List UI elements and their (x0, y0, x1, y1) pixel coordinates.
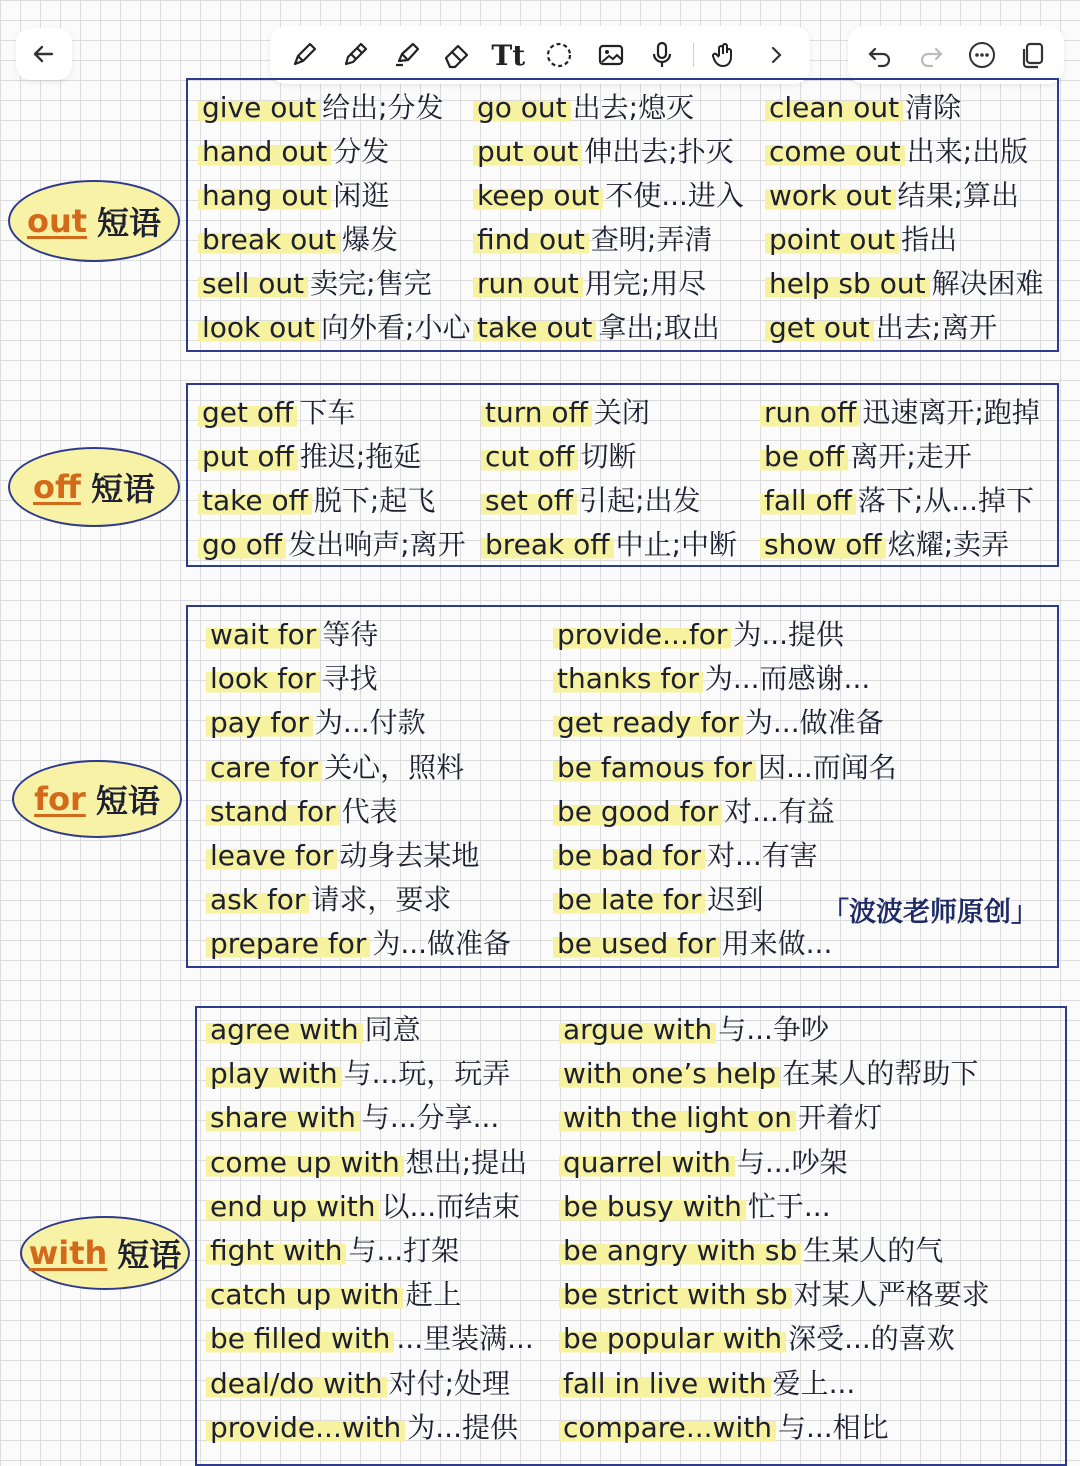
out-phrase (473, 178, 744, 214)
out-phrase (473, 90, 694, 126)
phrase-chinese: 等待 (322, 618, 379, 651)
phrase-english: compare...with (559, 1411, 776, 1444)
hand-icon (710, 40, 740, 70)
for-phrase (553, 661, 870, 697)
with-phrase (559, 1366, 855, 1402)
phrase-english: be famous for (553, 751, 756, 784)
for-phrase (553, 705, 884, 741)
phrase-chinese: 给出;分发 (322, 91, 444, 124)
off-phrases-box (186, 383, 1059, 567)
out-phrase (765, 266, 1044, 302)
phrase-chinese: 在某人的帮助下 (782, 1057, 979, 1091)
redo-button[interactable] (911, 35, 951, 75)
phrase-chinese: 迅速离开;跑掉 (862, 396, 1040, 429)
with-section-label (20, 1216, 190, 1290)
out-phrase (198, 310, 470, 346)
image-icon (596, 40, 626, 70)
out-phrase (473, 134, 734, 170)
for-phrase (206, 750, 464, 786)
phrase-english: go off (198, 528, 286, 561)
with-phrase (559, 1056, 978, 1092)
phrase-chinese: 动身去某地 (339, 839, 480, 872)
phrase-english: hand out (198, 135, 331, 168)
out-label-word: 短语 (97, 204, 162, 242)
phrase-english: with the light on (559, 1101, 796, 1134)
phrase-english: sell out (198, 267, 308, 300)
back-button[interactable] (16, 28, 72, 80)
phrase-chinese: 为...而感谢... (704, 662, 871, 696)
phrase-english: prepare for (206, 927, 370, 960)
off-phrase (481, 439, 636, 475)
phrase-english: come out (765, 135, 905, 168)
out-phrase (198, 178, 389, 214)
phrase-english: help sb out (765, 267, 930, 300)
out-phrase (765, 134, 1028, 170)
phrase-english: fall in live with (559, 1367, 771, 1400)
phrase-chinese: 不使...进入 (605, 179, 744, 212)
with-phrase (206, 1277, 461, 1313)
phrase-chinese: 与...打架 (348, 1234, 460, 1267)
out-phrase (473, 266, 706, 302)
off-phrase (198, 439, 421, 475)
phrase-chinese: 分发 (333, 135, 390, 168)
off-phrase (481, 483, 701, 519)
history-toolbar (848, 26, 1064, 84)
phrase-english: set off (481, 484, 577, 517)
with-phrase (559, 1321, 955, 1357)
for-phrase (206, 926, 511, 962)
with-phrase (559, 1233, 943, 1269)
phrase-english: be angry with sb (559, 1234, 801, 1267)
phrase-chinese: 中止;中断 (615, 528, 738, 561)
highlighter-icon (391, 40, 421, 70)
phrase-english: put off (198, 440, 298, 473)
phrase-english: clean out (765, 91, 903, 124)
off-section-label (8, 447, 180, 527)
for-phrase (553, 617, 844, 653)
for-phrase (553, 750, 897, 786)
off-phrase (198, 483, 435, 519)
phrase-english: care for (206, 751, 322, 784)
phrase-chinese: 寻找 (321, 662, 378, 696)
phrase-chinese: ...里装满... (396, 1322, 534, 1356)
with-phrase (206, 1012, 421, 1048)
for-phrase (553, 882, 763, 918)
more-tools-button[interactable] (756, 35, 796, 75)
phrase-chinese: 用来做... (721, 927, 833, 961)
phrase-chinese: 出去;熄灭 (572, 91, 695, 124)
out-phrase (198, 134, 389, 170)
phrase-chinese: 落下;从...掉下 (857, 484, 1035, 517)
phrase-english: quarrel with (559, 1146, 735, 1179)
phrase-english: take off (198, 484, 312, 517)
for-phrase (206, 617, 378, 653)
off-label-key: off (33, 468, 81, 506)
phrase-chinese: 闲逛 (333, 179, 390, 212)
phrase-chinese: 为...做准备 (744, 706, 884, 740)
phrase-chinese: 对某人严格要求 (793, 1278, 990, 1312)
off-phrase (760, 483, 1034, 519)
pencil-tool-button[interactable] (335, 35, 375, 75)
for-phrase (206, 705, 426, 741)
phrase-chinese: 想出;提出 (405, 1145, 528, 1179)
text-icon: Tt (491, 38, 526, 72)
phrase-english: hang out (198, 179, 331, 212)
phrase-english: be good for (553, 795, 722, 828)
with-phrase (559, 1145, 848, 1181)
phrase-english: point out (765, 223, 899, 256)
phrase-english: run out (473, 267, 583, 300)
with-phrase (206, 1145, 527, 1181)
phrase-english: be filled with (206, 1322, 394, 1355)
phrase-chinese: 为...提供 (407, 1410, 518, 1444)
off-phrase (760, 527, 1009, 563)
for-phrase (206, 661, 378, 697)
phrase-english: be off (760, 440, 848, 473)
with-phrase (206, 1366, 510, 1402)
with-phrase (559, 1012, 829, 1048)
phrase-chinese: 引起;出发 (579, 484, 701, 517)
phrase-chinese: 查明;弄清 (590, 223, 713, 256)
drawing-toolbar (270, 26, 810, 84)
undo-button[interactable] (860, 35, 900, 75)
mic-tool-button[interactable] (642, 35, 682, 75)
with-phrases-box (195, 1006, 1067, 1466)
phrase-chinese: 开着灯 (798, 1101, 883, 1135)
eraser-icon (442, 40, 472, 70)
with-phrase (559, 1189, 831, 1225)
phrase-english: wait for (206, 618, 320, 651)
phrase-chinese: 与...吵架 (736, 1145, 848, 1179)
text-tool-button[interactable] (488, 35, 528, 75)
for-phrase (206, 838, 479, 874)
off-phrase (760, 395, 1040, 431)
phrase-english: pay for (206, 706, 313, 739)
phrase-english: provide...with (206, 1411, 405, 1444)
phrase-english: with one’s help (559, 1057, 780, 1090)
with-phrase (206, 1100, 499, 1136)
phrase-chinese: 清除 (905, 91, 962, 124)
with-phrase (206, 1321, 534, 1357)
phrase-chinese: 迟到 (707, 883, 764, 917)
off-label-word: 短语 (90, 470, 155, 508)
phrase-english: be used for (553, 927, 720, 960)
phrase-chinese: 爆发 (342, 223, 399, 256)
phrase-english: look out (198, 311, 319, 344)
phrase-chinese: 卖完;售完 (310, 267, 432, 300)
phrase-english: play with (206, 1057, 342, 1090)
out-phrase (473, 310, 720, 346)
with-phrase (206, 1410, 518, 1446)
phrase-english: get ready for (553, 706, 743, 739)
phrase-chinese: 推迟;拖延 (299, 440, 422, 473)
phrase-chinese: 深受...的喜欢 (788, 1322, 955, 1356)
phrase-english: show off (760, 528, 886, 561)
off-phrase (481, 395, 650, 431)
phrase-english: agree with (206, 1013, 363, 1046)
pages-button[interactable] (1013, 35, 1053, 75)
phrase-english: catch up with (206, 1278, 403, 1311)
phrase-chinese: 伸出去;扑灭 (584, 135, 734, 168)
phrase-english: thanks for (553, 662, 703, 695)
author-credit: 「波波老师原创」 (822, 897, 1038, 928)
mic-icon (647, 40, 677, 70)
eraser-tool-button[interactable] (437, 35, 477, 75)
phrase-chinese: 拿出;取出 (598, 311, 720, 344)
phrase-chinese: 请求，要求 (311, 883, 452, 917)
phrase-english: break out (198, 223, 340, 256)
undo-icon (865, 40, 895, 70)
phrase-english: come up with (206, 1146, 404, 1179)
phrase-chinese: 赶上 (405, 1278, 462, 1312)
phrase-english: get off (198, 396, 297, 429)
phrase-english: end up with (206, 1190, 379, 1223)
phrase-chinese: 向外看;小心 (321, 311, 471, 344)
phrase-chinese: 与...分享... (361, 1101, 500, 1135)
phrase-chinese: 因...而闻名 (758, 750, 897, 784)
out-section-label (8, 180, 180, 262)
pages-icon (1018, 40, 1048, 70)
out-phrase (765, 222, 957, 258)
off-phrase (481, 527, 737, 563)
for-phrase (206, 882, 451, 918)
phrase-english: be bad for (553, 839, 705, 872)
with-label-key: with (28, 1234, 108, 1272)
phrase-chinese: 出来;出版 (906, 135, 1029, 168)
with-phrase (206, 1189, 520, 1225)
with-phrase (559, 1410, 889, 1446)
phrase-english: be strict with sb (559, 1278, 792, 1311)
with-phrase (559, 1277, 990, 1313)
out-phrase (198, 222, 398, 258)
phrase-chinese: 发出响声;离开 (288, 528, 466, 561)
out-phrase (198, 90, 444, 126)
hand-tool-button[interactable] (705, 35, 745, 75)
pencil-icon (340, 40, 370, 70)
phrase-english: go out (473, 91, 571, 124)
arrow-left-icon (30, 40, 58, 68)
off-phrase (760, 439, 972, 475)
phrase-chinese: 同意 (364, 1013, 421, 1046)
for-phrase (206, 794, 398, 830)
out-phrase (765, 310, 997, 346)
phrase-chinese: 出去;离开 (875, 311, 998, 344)
with-phrase (559, 1100, 882, 1136)
phrase-english: fall off (760, 484, 856, 517)
for-section-label (12, 760, 182, 838)
with-phrase (206, 1233, 459, 1269)
phrase-chinese: 离开;走开 (850, 440, 972, 473)
phrase-english: fight with (206, 1234, 346, 1267)
with-label-word: 短语 (117, 1236, 182, 1274)
for-phrase (553, 838, 818, 874)
phrase-chinese: 指出 (901, 223, 958, 256)
phrase-chinese: 与...争吵 (718, 1013, 829, 1046)
phrase-english: put out (473, 135, 582, 168)
phrase-english: run off (760, 396, 860, 429)
phrase-chinese: 关心，照料 (324, 750, 465, 784)
phrase-chinese: 下车 (299, 396, 356, 429)
for-phrase (553, 926, 832, 962)
out-phrase (473, 222, 712, 258)
pen-tool-button[interactable] (284, 35, 324, 75)
pen-icon (289, 40, 319, 70)
phrase-english: give out (198, 91, 320, 124)
for-label-word: 短语 (95, 782, 160, 820)
phrase-chinese: 炫耀;卖弄 (887, 528, 1010, 561)
phrase-english: leave for (206, 839, 337, 872)
off-phrase (198, 527, 466, 563)
toolbar-divider (693, 43, 694, 67)
phrase-chinese: 忙于... (747, 1189, 831, 1223)
out-phrase (198, 266, 432, 302)
phrase-chinese: 脱下;起飞 (313, 484, 436, 517)
phrase-english: ask for (206, 883, 309, 916)
chevron-right-icon (761, 40, 791, 70)
phrase-chinese: 爱上... (772, 1366, 856, 1400)
phrase-english: cut off (481, 440, 578, 473)
out-label-key: out (26, 202, 88, 240)
more-icon (967, 40, 997, 70)
phrase-chinese: 对...有害 (707, 839, 818, 872)
phrase-chinese: 以...而结束 (381, 1189, 521, 1223)
phrase-english: break off (481, 528, 614, 561)
phrase-chinese: 用完;用尽 (584, 267, 707, 300)
lasso-tool-button[interactable] (539, 35, 579, 75)
for-phrase (553, 794, 835, 830)
phrase-english: argue with (559, 1013, 716, 1046)
highlighter-tool-button[interactable] (386, 35, 426, 75)
phrase-chinese: 代表 (341, 794, 398, 828)
off-phrase (198, 395, 355, 431)
phrase-english: provide...for (553, 618, 731, 651)
phrase-english: deal/do with (206, 1367, 387, 1400)
out-phrase (765, 178, 1019, 214)
phrase-chinese: 为...提供 (733, 618, 845, 651)
image-tool-button[interactable] (591, 35, 631, 75)
redo-icon (916, 40, 946, 70)
out-phrase (765, 90, 961, 126)
phrase-chinese: 关闭 (593, 396, 650, 429)
phrase-english: stand for (206, 795, 340, 828)
phrase-chinese: 为...付款 (314, 706, 426, 740)
phrase-english: look for (206, 662, 320, 695)
phrase-english: find out (473, 223, 589, 256)
phrase-chinese: 为...做准备 (372, 927, 512, 961)
phrase-english: be popular with (559, 1322, 786, 1355)
phrase-chinese: 结果;算出 (897, 179, 1019, 212)
phrase-chinese: 与...相比 (777, 1410, 889, 1444)
for-label-key: for (34, 780, 86, 818)
phrase-chinese: 与...玩，玩弄 (343, 1057, 511, 1091)
out-phrases-box (186, 78, 1059, 352)
phrase-english: be late for (553, 883, 705, 916)
phrase-chinese: 解决困难 (931, 267, 1044, 300)
phrase-english: get out (765, 311, 874, 344)
phrase-chinese: 切断 (580, 440, 637, 473)
phrase-english: take out (473, 311, 596, 344)
phrase-chinese: 生某人的气 (803, 1234, 944, 1267)
phrase-english: share with (206, 1101, 360, 1134)
with-phrase (206, 1056, 510, 1092)
phrase-chinese: 对...有益 (724, 794, 835, 828)
more-options-button[interactable] (962, 35, 1002, 75)
phrase-english: keep out (473, 179, 603, 212)
phrase-english: work out (765, 179, 896, 212)
phrase-english: be busy with (559, 1190, 746, 1223)
phrase-english: turn off (481, 396, 592, 429)
lasso-icon (544, 40, 574, 70)
phrase-chinese: 对付;处理 (388, 1366, 511, 1400)
